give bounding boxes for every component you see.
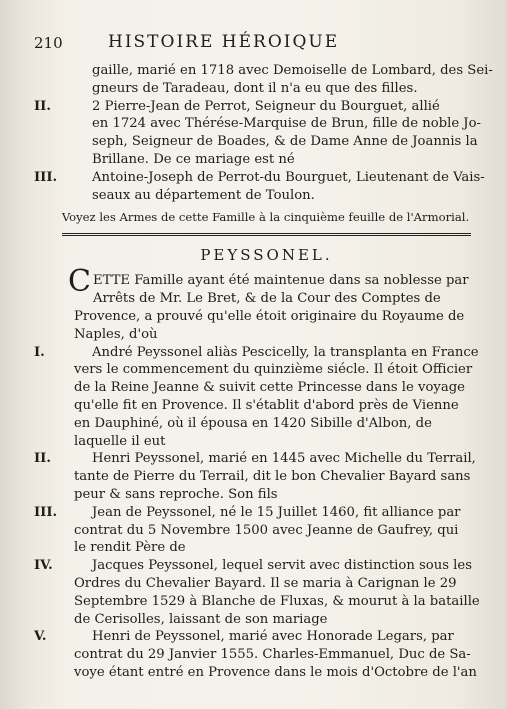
text-line: Brillane. De ce mariage est né [92,151,295,167]
text-line: de Cerisolles, laissant de son mariage [74,611,328,627]
generation-numeral: II. [34,451,51,467]
generation-numeral: III. [34,504,58,520]
generation-numeral: V. [34,629,47,645]
text-line: voye étant entré en Provence dans le mois d'Octobre de l'an [74,664,477,680]
text-line: V. Henri de Peyssonel, marié avec Honorade Legars, par [34,629,454,645]
text-line: contrat du 29 Janvier 1555. Charles-Emmanuel, Duc de Sa- [74,647,471,663]
page-number: 210 [34,34,63,52]
text-line: II. 2 Pierre-Jean de Perrot, Seigneur du Bourguet, allié [34,98,440,114]
section-divider [62,233,471,236]
text-line: laquelle il eut [74,433,166,449]
generation-numeral: I. [34,344,45,360]
text-line: Provence, a prouvé qu'elle étoit originaire du Royaume de [74,308,465,324]
text-line: contrat du 5 Novembre 1500 avec Jeanne de Gaufrey, qui [74,522,459,538]
running-title: HISTOIRE HÉROIQUE [108,32,340,52]
top-block [34,62,493,204]
text-line: I. André Peyssonel aliàs Pescicelly, la transplanta en France [34,344,479,360]
text-line: vers le commencement du quinzième siécle. Il étoit Officier [74,362,473,378]
generation-numeral: II. [34,98,51,114]
generation-numeral: III. [34,169,58,185]
text-line: en 1724 avec Thérése-Marquise de Brun, fille de noble Jo- [92,116,481,132]
text-line: Arrêts de Mr. Le Bret, & de la Cour des Comptes de [92,291,441,307]
armorial-note: Voyez les Armes de cette Famille à la cinquième feuille de l'Armorial. [61,210,470,225]
text-line: seaux au département de Toulon. [92,187,315,203]
text-line: ETTE Famille ayant été maintenue dans sa noblesse par [92,273,469,289]
text-line: peur & sans reproche. Son fils [74,486,278,502]
text-line: Naples, d'où [74,326,158,342]
text-line: seph, Seigneur de Boades, & de Dame Anne de Joannis la [92,134,478,150]
text-line: le rendit Père de [74,540,186,556]
text-line: II. Henri Peyssonel, marié en 1445 avec Michelle du Terrail, [34,451,476,467]
text-line: Septembre 1529 à Blanche de Fluxas, & mourut à la bataille [74,593,480,609]
intro-paragraph [34,264,471,343]
text-line: IV. Jacques Peyssonel, lequel servit avec distinction sous les [34,558,472,574]
generation-numeral: IV. [34,558,53,574]
text-line: qu'elle fit en Provence. Il s'établit d'abord près de Vienne [74,397,459,413]
genealogy-list [34,344,480,682]
text-line: gaille, marié en 1718 avec Demoiselle de Lombard, des Sei- [92,63,493,78]
text-line: Ordres du Chevalier Bayard. Il se maria à Carignan le 29 [74,575,457,591]
section-title: PEYSSONEL. [200,246,333,265]
text-line: tante de Pierre du Terrail, dit le bon Chevalier Bayard sans [74,469,471,485]
drop-cap: C [68,264,91,300]
text-line: III. Antoine-Joseph de Perrot-du Bourguet, Lieutenant de Vais- [34,169,485,185]
text-line: III. Jean de Peyssonel, né le 15 Juillet 1460, fit alliance par [34,504,461,520]
text-line: de la Reine Jeanne & suivit cette Princesse dans le voyage [74,380,465,396]
text-line: en Dauphiné, où il épousa en 1420 Sibille d'Albon, de [74,415,432,431]
text-line: gneurs de Taradeau, dont il n'a eu que des filles. [92,80,418,96]
page-header [34,34,471,56]
